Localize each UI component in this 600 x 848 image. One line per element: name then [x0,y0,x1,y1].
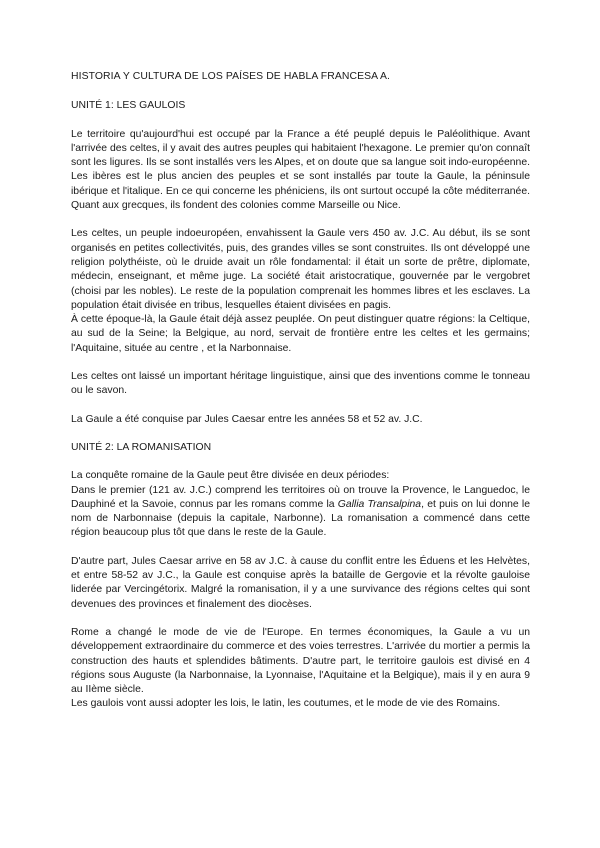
unit-2-paragraph-periods: La conquête romaine de la Gaule peut être divisée en deux périodes: [71,470,390,482]
unit-1-paragraph-prehistory: Le territoire qu'aujourd'hui est occupé par la France a été peuplé depuis le Paléolithique. Avant l'arrivée des celtes, il y avait des autres peuples qui habitaient l'hexagone. Le premier qu'on connaît sont les ligures. Ils se sont installés vers les Alpes, et on doute que sa langue soit indo-européenne. Les ibères est le plus ancien des peuples et se sont installés par toute la Gaule, la péninsule ibérique et l'italique. En ce qui concerne les phéniciens, ils ont surtout occupé la côte méditerranée. Quant aux grecques, ils fondent des colonies comme Marseille ou Nice. [71,128,530,212]
unit-2-heading: UNITÉ 2: LA ROMANISATION [71,441,212,453]
unit-1-paragraph-regions: À cette époque-là, la Gaule était déjà assez peuplée. On peut distinguer quatre régions: la Celtique, au sud de la Seine; la Belgique, au nord, servait de frontière entre les celtes et les germains; l'Aquitaine, située au centre , et la Narbonnaise. [71,314,530,354]
document-body [71,70,530,712]
unit-1-paragraph-conquest: La Gaule a été conquise par Jules Caesar entre les années 58 et 52 av. J.C. [71,413,423,425]
unit-2-paragraph-caesar: D'autre part, Jules Caesar arrive en 58 av J.C. à cause du conflit entre les Éduens et les Helvètes, et entre 58-52 av J.C., la Gaule est conquise après la bataille de Gergovie et la révolte gauloise liderée par Vercingétorix. Malgré la romanisation, il y a une survivance des régions celtes qui sont devenues des provinces et finalement des diocèses. [71,555,530,610]
unit-1-heading: UNITÉ 1: LES GAULOIS [71,100,186,112]
unit-1-paragraph-celts: Les celtes, un peuple indoeuropéen, envahissent la Gaule vers 450 av. J.C. Au début, ils se sont organisés en petites collectivités, puis, des grandes villes se sont construites. Ils ont développé une religion polythéiste, où le druide avait un rôle fondamental: il était un sorte de prêtre, diplomate, médecin, enseignant, et même juge. La société était aristocratique, gouvernée par le vergobret (choisi par les nobles). Le reste de la population comprenait les hommes libres et les esclaves. La population était divisée en tribus, lesquelles étaient divisées en pagis. [71,228,530,311]
first-period-text-end: , et puis on lui donne le nom de Narbonnaise (depuis la capitale, Narbonne). La romanisation a commencé dans cette région beaucoup plus tôt que dans le reste de la Gaule. [71,498,530,539]
unit-1-paragraph-heritage: Les celtes ont laissé un important héritage linguistique, ainsi que des inventions comme le tonneau ou le savon. [71,371,530,397]
document-title: HISTORIA Y CULTURA DE LOS PAÍSES DE HABLA FRANCESA A. [71,71,391,82]
unit-2-paragraph-rome-changes: Rome a changé le mode de vie de l'Europe. En termes économiques, la Gaule a vu un développement extraordinaire du commerce et des voies terrestres. L'arrivée du mortier a permis la construction des hauts et splendides bâtiments. D'autre part, le territoire gaulois est divisé en 4 régions sous Auguste (la Narbonnaise, la Lyonnaise, l'Aquitaine et la Belgique), mais il y en aura 9 au IIème siècle. [71,626,530,696]
unit-2-paragraph-gaulois-adopt: Les gaulois vont aussi adopter les lois, le latin, les coutumes, et le mode de vie des Romains. [71,698,501,710]
gallia-transalpina-term: Gallia Transalpina [337,498,422,510]
first-period-text-start: Dans le premier (121 av. J.C.) comprend les territoires où on trouve la Provence, le Languedoc, le Dauphiné et la Savoie, connus par les romans comme la [71,484,530,510]
unit-2-paragraph-first-period [71,484,530,541]
